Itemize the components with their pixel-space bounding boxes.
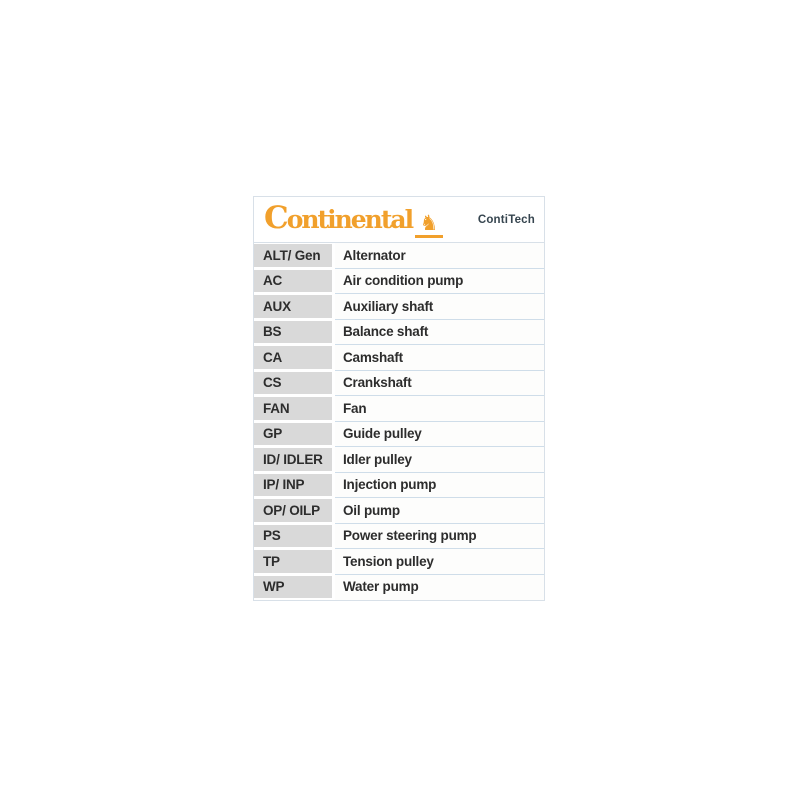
legend-card	[253, 196, 545, 601]
description-cell: Camshaft	[335, 345, 544, 371]
abbr-cell: FAN	[254, 396, 332, 422]
abbr-cell: AC	[254, 269, 332, 295]
description-cell: Idler pulley	[335, 447, 544, 473]
description-cell: Tension pulley	[335, 549, 544, 575]
legend-row	[254, 524, 544, 550]
abbr-cell: ALT/ Gen	[254, 243, 332, 269]
abbr-cell: BS	[254, 320, 332, 346]
description-cell: Guide pulley	[335, 422, 544, 448]
horse-underline	[415, 235, 443, 238]
abbreviation-legend-table	[254, 243, 544, 600]
description-cell: Crankshaft	[335, 371, 544, 397]
legend-row	[254, 473, 544, 499]
legend-row	[254, 371, 544, 397]
continental-logo	[264, 200, 443, 237]
abbr-cell: CS	[254, 371, 332, 397]
legend-row	[254, 294, 544, 320]
legend-row	[254, 243, 544, 269]
abbr-cell: CA	[254, 345, 332, 371]
description-cell: Oil pump	[335, 498, 544, 524]
abbr-cell: IP/ INP	[254, 473, 332, 499]
contitech-wordmark: ContiTech	[477, 213, 535, 226]
legend-row	[254, 498, 544, 524]
legend-row	[254, 575, 544, 601]
abbr-cell: AUX	[254, 294, 332, 320]
legend-row	[254, 396, 544, 422]
description-cell: Fan	[335, 396, 544, 422]
horse-glyph: ♞	[419, 211, 439, 236]
legend-row	[254, 549, 544, 575]
description-cell: Injection pump	[335, 473, 544, 499]
description-cell: Power steering pump	[335, 524, 544, 550]
description-cell: Air condition pump	[335, 269, 544, 295]
abbr-cell: ID/ IDLER	[254, 447, 332, 473]
legend-row	[254, 345, 544, 371]
legend-row	[254, 320, 544, 346]
description-cell: Balance shaft	[335, 320, 544, 346]
description-cell: Alternator	[335, 243, 544, 269]
legend-row	[254, 447, 544, 473]
brand-wordmark: Continental	[264, 200, 413, 237]
abbr-cell: WP	[254, 575, 332, 601]
legend-row	[254, 269, 544, 295]
brand-header	[254, 197, 544, 243]
abbr-cell: GP	[254, 422, 332, 448]
abbr-cell: OP/ OILP	[254, 498, 332, 524]
abbr-cell: PS	[254, 524, 332, 550]
rearing-horse-icon	[415, 213, 443, 238]
abbr-cell: TP	[254, 549, 332, 575]
description-cell: Auxiliary shaft	[335, 294, 544, 320]
legend-row	[254, 422, 544, 448]
description-cell: Water pump	[335, 575, 544, 601]
